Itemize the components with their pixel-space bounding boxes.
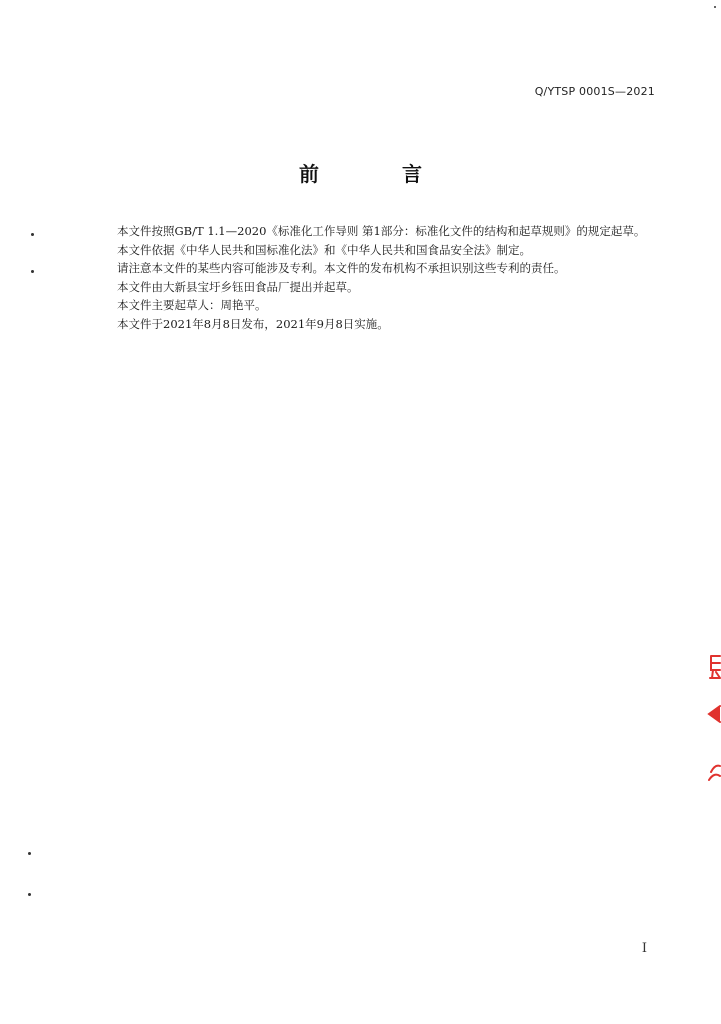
scan-speck — [31, 233, 34, 236]
red-seal-stamp-icon — [699, 650, 721, 790]
paragraph-drafter: 本文件主要起草人：周艳平。 — [117, 298, 267, 313]
foreword-body — [88, 222, 660, 334]
scan-speck — [714, 6, 716, 8]
page-title: 前 言 — [299, 162, 460, 186]
paragraph-dates: 本文件于2021年8月8日发布，2021年9月8日实施。 — [117, 316, 389, 331]
paragraph-proposer: 本文件由大新县宝圩乡钰田食品厂提出并起草。 — [117, 279, 359, 294]
scan-speck — [28, 852, 31, 855]
paragraph-legal-basis: 本文件依据《中华人民共和国标准化法》和《中华人民共和国食品安全法》制定。 — [117, 242, 531, 257]
scan-speck — [28, 893, 31, 896]
paragraph-drafting-rules: 本文件按照GB/T 1.1—2020《标准化工作导则 第1部分：标准化文件的结构和起草规则》的规定起草。 — [117, 224, 646, 238]
page-number: I — [641, 941, 647, 956]
scan-speck — [31, 270, 34, 273]
paragraph-patent-notice: 请注意本文件的某些内容可能涉及专利。本文件的发布机构不承担识别这些专利的责任。 — [117, 261, 566, 276]
standard-code: Q/YTSP 0001S—2021 — [534, 85, 655, 98]
